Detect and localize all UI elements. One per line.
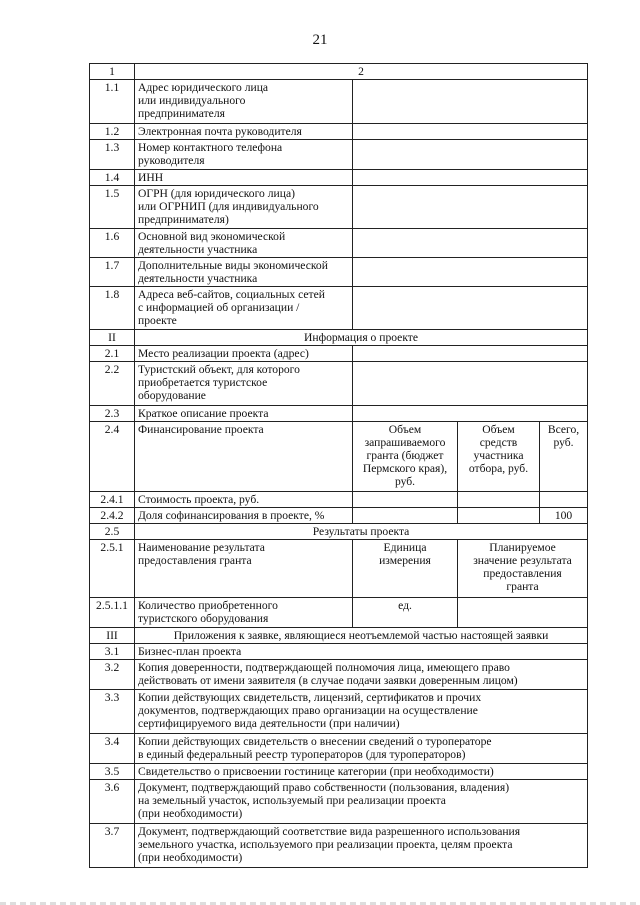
attachment-row [90,764,588,780]
attachment-label: Свидетельство о присвоении гостинице категории (при необходимости) [135,764,588,780]
row-number: 2.5.1 [90,540,135,598]
unit-value: ед. [353,598,458,628]
row-number: 3.4 [90,734,135,764]
row-number: 2.3 [90,406,135,422]
value-cell [353,362,588,406]
row-label: Количество приобретенного туристского оборудования [135,598,353,628]
row-label: ОГРН (для юридического лица) или ОГРНИП (для индивидуального предпринимателя) [135,186,353,229]
column-number-header: 2 [135,64,588,80]
attachment-row [90,690,588,734]
row-label: Дополнительные виды экономической деятельности участника [135,258,353,287]
value-cell [353,492,458,508]
form-row [90,186,588,229]
value-cell [353,124,588,140]
row-number: 1.8 [90,287,135,330]
unit-header: Единица измерения [353,540,458,598]
attachment-label: Документ, подтверждающий соответствие вида разрешенного использования земельного участка, используемого при реализации проекта, целям проекта (при необходимости) [135,824,588,868]
row-label: Туристский объект, для которого приобретается туристское оборудование [135,362,353,406]
value-cell [353,80,588,124]
row-number: 1.5 [90,186,135,229]
value-cell [353,140,588,170]
row-label: Электронная почта руководителя [135,124,353,140]
row-label: Адрес юридического лица или индивидуального предпринимателя [135,80,353,124]
form-row [90,287,588,330]
attachment-label: Документ, подтверждающий право собственности (пользования, владения) на земельный участок, используемый при реализации проекта (при необходимости) [135,780,588,824]
row-number: 2.4.2 [90,508,135,524]
form-row [90,170,588,186]
section-number: III [90,628,135,644]
row-number: 2.2 [90,362,135,406]
row-label: Номер контактного телефона руководителя [135,140,353,170]
value-cell [458,508,540,524]
row-label: Стоимость проекта, руб. [135,492,353,508]
row-label: Доля софинансирования в проекте, % [135,508,353,524]
row-label: Финансирование проекта [135,422,353,492]
cofinancing-row [90,508,588,524]
row-number: 3.1 [90,644,135,660]
value-cell [353,170,588,186]
section-title: Результаты проекта [135,524,588,540]
value-cell [458,598,588,628]
header-row [90,64,588,80]
section-number: 2.5 [90,524,135,540]
row-label: Место реализации проекта (адрес) [135,346,353,362]
row-number: 2.5.1.1 [90,598,135,628]
form-row [90,406,588,422]
form-row [90,258,588,287]
row-number: 1.7 [90,258,135,287]
attachment-row [90,780,588,824]
row-number: 3.6 [90,780,135,824]
row-label: Наименование результата предоставления гранта [135,540,353,598]
attachment-label: Копия доверенности, подтверждающей полномочия лица, имеющего право действовать от имени заявителя (в случае подачи заявки доверенным лицом) [135,660,588,690]
section-number: II [90,330,135,346]
form-row [90,346,588,362]
form-row [90,229,588,258]
row-number: 1.2 [90,124,135,140]
attachment-label: Копии действующих свидетельств о внесении сведений о туроператоре в единый федеральный реестр туроператоров (для туроператоров) [135,734,588,764]
row-label: ИНН [135,170,353,186]
cofinancing-total: 100 [540,508,588,524]
section-title: Информация о проекте [135,330,588,346]
value-cell [353,508,458,524]
row-number: 2.4.1 [90,492,135,508]
attachment-label: Копии действующих свидетельств, лицензий, сертификатов и прочих документов, подтверждающих право организации на осуществление сертифицируемого вида деятельности (при наличии) [135,690,588,734]
column-number-header: 1 [90,64,135,80]
attachment-label: Бизнес-план проекта [135,644,588,660]
row-label: Основной вид экономической деятельности участника [135,229,353,258]
value-cell [540,492,588,508]
form-row [90,140,588,170]
value-cell [353,406,588,422]
row-number: 2.1 [90,346,135,362]
results-header-row [90,540,588,598]
row-number: 3.2 [90,660,135,690]
row-label: Адреса веб-сайтов, социальных сетей с информацией об организации / проекте [135,287,353,330]
own-funds-header: Объем средств участника отбора, руб. [458,422,540,492]
attachment-row [90,734,588,764]
attachment-row [90,824,588,868]
row-number: 3.7 [90,824,135,868]
attachment-row [90,644,588,660]
value-cell [353,186,588,229]
section-row [90,524,588,540]
row-number: 1.3 [90,140,135,170]
page-number: 21 [312,32,328,48]
row-label: Краткое описание проекта [135,406,353,422]
row-number: 1.6 [90,229,135,258]
planned-value-header: Планируемое значение результата предоставления гранта [458,540,588,598]
section-row [90,330,588,346]
row-number: 2.4 [90,422,135,492]
form-row [90,80,588,124]
value-cell [353,258,588,287]
section-title: Приложения к заявке, являющиеся неотъемлемой частью настоящей заявки [135,628,588,644]
results-row [90,598,588,628]
row-number: 3.5 [90,764,135,780]
form-row [90,362,588,406]
row-number: 1.4 [90,170,135,186]
cost-row [90,492,588,508]
section-row [90,628,588,644]
form-row [90,124,588,140]
row-number: 1.1 [90,80,135,124]
value-cell [353,287,588,330]
row-number: 3.3 [90,690,135,734]
value-cell [353,229,588,258]
grant-amount-header: Объем запрашиваемого гранта (бюджет Пермского края), руб. [353,422,458,492]
financing-row [90,422,588,492]
value-cell [353,346,588,362]
total-header: Всего, руб. [540,422,588,492]
attachment-row [90,660,588,690]
value-cell [458,492,540,508]
application-form-table [89,63,588,868]
